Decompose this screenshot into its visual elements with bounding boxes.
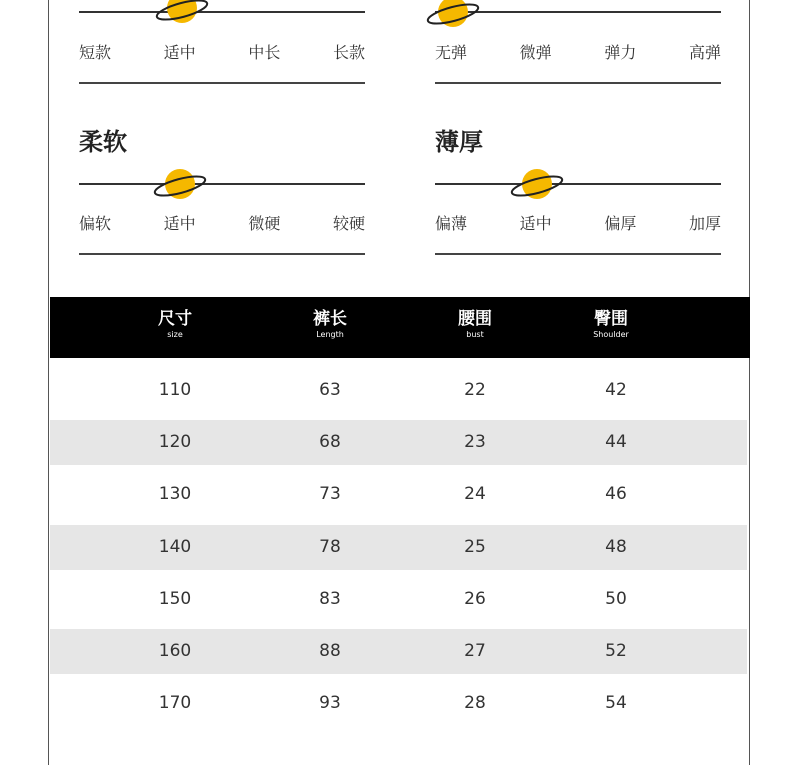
- table-row: [50, 577, 747, 622]
- planet-marker-icon: [154, 0, 210, 30]
- header-sublabel: Length: [316, 330, 344, 339]
- header-waist: [415, 297, 535, 340]
- header-length: [270, 297, 390, 340]
- header-hip: [551, 297, 671, 340]
- scale-labels: [79, 40, 365, 63]
- scale-track: [79, 11, 365, 13]
- table-row: [50, 681, 747, 726]
- elasticity-scale: [435, 0, 721, 90]
- scale-label: 适中: [519, 214, 552, 233]
- table-cell: 54: [605, 693, 627, 713]
- table-cell: 23: [464, 432, 486, 452]
- scale-label: 高弹: [688, 43, 721, 62]
- scale-label: 中长: [248, 43, 281, 62]
- table-cell: 140: [158, 537, 192, 557]
- table-cell: 46: [605, 484, 627, 504]
- scale-track: [435, 183, 721, 185]
- header-size: [115, 297, 235, 340]
- scale-label: 较硬: [332, 214, 365, 233]
- scale-label: 无弹: [435, 43, 468, 62]
- planet-marker-icon: [152, 166, 208, 206]
- table-row: [50, 525, 747, 570]
- scale-label: 偏软: [79, 214, 112, 233]
- header-sublabel: bust: [466, 330, 484, 339]
- table-cell: 150: [158, 589, 192, 609]
- size-table-header: [50, 297, 750, 358]
- table-cell: 160: [158, 641, 192, 661]
- table-cell: 28: [464, 693, 486, 713]
- scale-label: 加厚: [688, 214, 721, 233]
- header-sublabel: size: [167, 330, 183, 339]
- table-cell: 83: [319, 589, 341, 609]
- table-cell: 24: [464, 484, 486, 504]
- scale-divider: [435, 253, 721, 255]
- scale-label: 长款: [332, 43, 365, 62]
- table-cell: 26: [464, 589, 486, 609]
- scale-label: 微弹: [519, 43, 552, 62]
- scale-label: 适中: [163, 214, 196, 233]
- planet-marker-icon: [509, 166, 565, 206]
- scale-divider: [79, 253, 365, 255]
- table-cell: 78: [319, 537, 341, 557]
- table-cell: 73: [319, 484, 341, 504]
- table-cell: 68: [319, 432, 341, 452]
- table-cell: 22: [464, 380, 486, 400]
- table-cell: 63: [319, 380, 341, 400]
- header-label: 裤长: [313, 309, 347, 329]
- header-label: 尺寸: [158, 309, 192, 329]
- table-cell: 48: [605, 537, 627, 557]
- scale-label: 偏厚: [604, 214, 637, 233]
- planet-marker-icon: [425, 0, 481, 34]
- scale-title: 柔软: [79, 128, 127, 156]
- scale-labels: [435, 211, 721, 234]
- table-row: [50, 420, 747, 465]
- table-cell: 120: [158, 432, 192, 452]
- table-cell: 88: [319, 641, 341, 661]
- table-cell: 93: [319, 693, 341, 713]
- table-cell: 44: [605, 432, 627, 452]
- scale-labels: [79, 211, 365, 234]
- table-cell: 50: [605, 589, 627, 609]
- scale-track: [79, 183, 365, 185]
- table-cell: 25: [464, 537, 486, 557]
- scale-label: 偏薄: [435, 214, 468, 233]
- table-cell: 110: [158, 380, 192, 400]
- scale-label: 短款: [79, 43, 112, 62]
- scale-label: 适中: [163, 43, 196, 62]
- table-row: [50, 629, 747, 674]
- softness-scale: [79, 128, 365, 258]
- thickness-scale: [435, 128, 721, 258]
- scale-label: 微硬: [248, 214, 281, 233]
- header-sublabel: Shoulder: [593, 330, 629, 339]
- table-cell: 42: [605, 380, 627, 400]
- header-label: 臀围: [594, 309, 628, 329]
- table-cell: 130: [158, 484, 192, 504]
- table-cell: 170: [158, 693, 192, 713]
- table-row: [50, 472, 747, 517]
- length-scale: [79, 0, 365, 90]
- scale-divider: [435, 82, 721, 84]
- scale-divider: [79, 82, 365, 84]
- scale-title: 薄厚: [435, 128, 483, 156]
- table-cell: 27: [464, 641, 486, 661]
- header-label: 腰围: [458, 309, 492, 329]
- scale-labels: [435, 40, 721, 63]
- scale-label: 弹力: [604, 43, 637, 62]
- table-row: [50, 368, 747, 413]
- table-cell: 52: [605, 641, 627, 661]
